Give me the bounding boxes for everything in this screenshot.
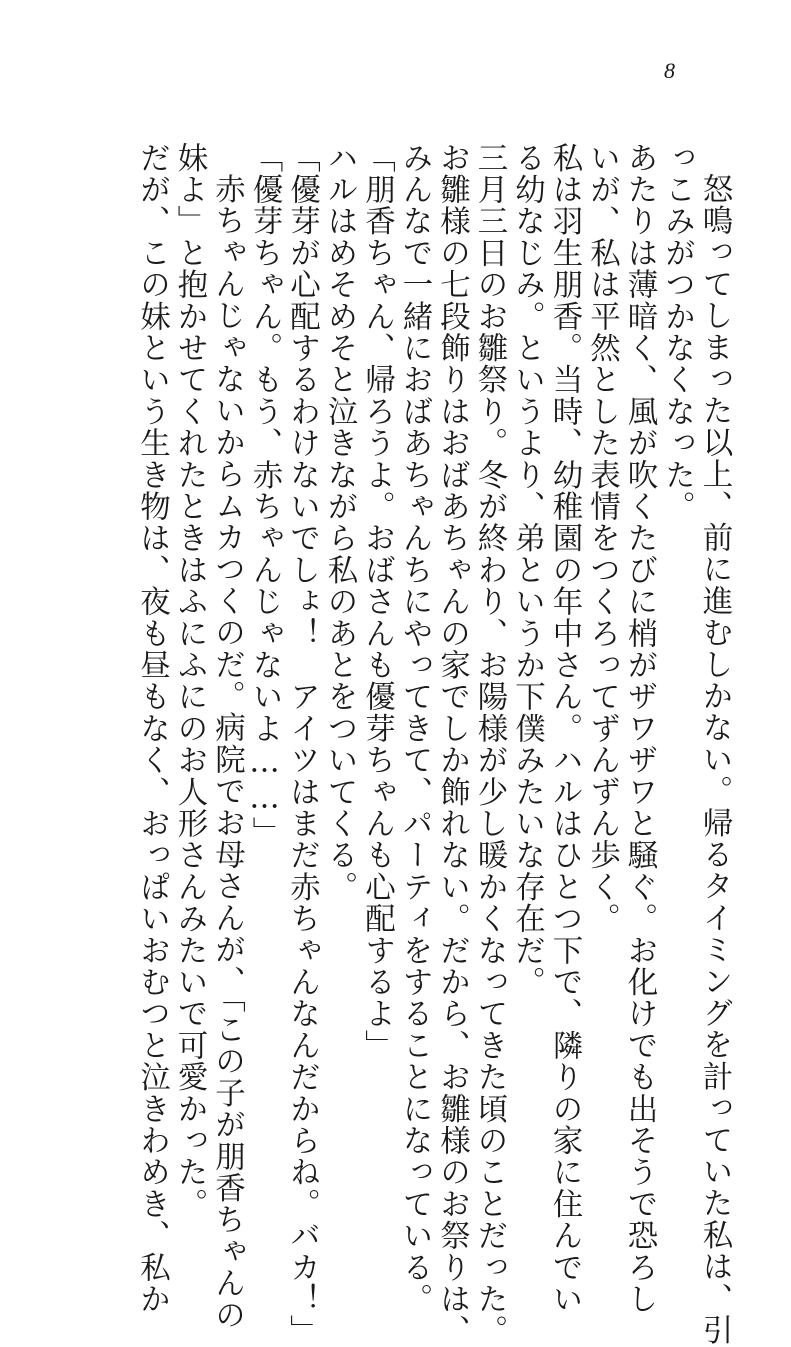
text-line: 三月三日のお雛祭り。冬が終わり、お陽様が少し暖かくなってきた頃のことだった。 bbox=[472, 142, 507, 1347]
text-line: 赤ちゃんじゃないからムカつくのだ。病院でお母さんが、「この子が朋香ちゃんの bbox=[209, 172, 245, 1331]
page-number: 8 bbox=[664, 58, 675, 83]
body-text bbox=[133, 142, 733, 1347]
text-line: だが、この妹という生き物は、夜も昼もなく、おっぱいおむつと泣きわめき、私か bbox=[134, 142, 170, 1315]
text-line: 「優芽が心配するわけないでしょ！ アイツはまだ赤ちゃんなんだからね。バカ！」 bbox=[284, 142, 320, 1347]
text-line: いが、私は平然とした表情をつくろってずんずん歩く。 bbox=[584, 142, 620, 935]
text-line: る幼なじみ。というより、弟というか下僕みたいな存在だ。 bbox=[509, 142, 545, 998]
text-line: 私は羽生朋香。当時、幼稚園の年中さん。ハルはひとつ下で、隣りの家に住んでい bbox=[547, 142, 582, 1315]
text-line: 怒鳴ってしまった以上、前に進むしかない。帰るタイミングを計っていた私は、引 bbox=[697, 172, 732, 1346]
text-line: 妹よ」と抱かせてくれたときはふにふにのお人形さんみたいで可愛かった。 bbox=[172, 142, 207, 1220]
text-line: あたりは薄暗く、風が吹くたびに梢がザワザワと騒ぐ。お化けでも出そうで恐ろし bbox=[622, 142, 657, 1315]
text-line: っこみがつかなくなった。 bbox=[659, 142, 695, 523]
text-line: お雛様の七段飾りはおばあちゃんの家でしか飾れない。だから、お雛様のお祭りは、 bbox=[434, 142, 470, 1347]
text-line: 「朋香ちゃん、帰ろうよ。おばさんも優芽ちゃんも心配するよ」 bbox=[359, 142, 395, 1062]
text-line: みんなで一緒におばあちゃんちにやってきて、パーティをすることになっている。 bbox=[397, 142, 432, 1315]
text-line: 「優芽ちゃん。もう、赤ちゃんじゃないよ……」 bbox=[247, 142, 282, 849]
text-line: ハルはめそめそと泣きながら私のあとをついてくる。 bbox=[322, 142, 357, 903]
